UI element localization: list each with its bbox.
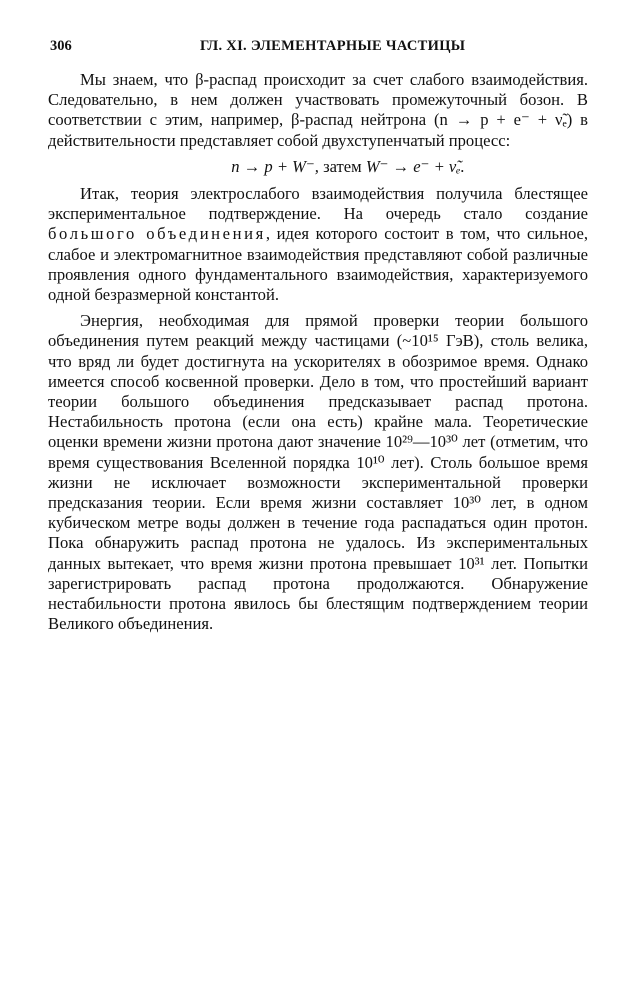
paragraph-electroweak — [48, 184, 588, 305]
equation-left: n → p + W⁻, — [231, 156, 319, 176]
equation-right: W⁻ → e⁻ + ν̃ₑ. — [365, 156, 465, 176]
body-text — [48, 70, 588, 634]
paragraph-electroweak-end: , идея которого состоит в том, что сильное, слабое и электромагнитное взаимодействия представляют собой различные проявления одного фундаментального взаимодействия, характеризуемого одной безразмерной константой. — [48, 224, 588, 305]
page-number: 306 — [50, 38, 72, 54]
running-head: ГЛ. XI. ЭЛЕМЕНТАРНЫЕ ЧАСТИЦЫ — [200, 38, 466, 54]
paragraph-electroweak-start: Итак, теория электрослабого взаимодействия получила блестящее экспериментальное подтверждение. На очередь стало создание — [48, 184, 588, 224]
paragraph-beta-decay: Мы знаем, что β-распад происходит за счет слабого взаимодействия. Следовательно, в нем должен участвовать промежуточный бозон. В соответствии с этим, например, β-распад нейтрона (n → p + e⁻ + ν̃ₑ) в действительности представляет собой двухступенчатый процесс: — [48, 70, 588, 150]
emphasized-term: большого объединения — [48, 224, 266, 244]
equation-word: затем — [323, 156, 362, 176]
paragraph-proton-decay: Энергия, необходимая для прямой проверки теории большого объединения путем реакций между частицами (~10¹⁵ ГэВ), столь велика, что вряд ли будет достигнута на ускорителях в обозримое время. Однако имеется способ косвенной проверки. Дело в том, что простейший вариант теории большого объединения предсказывает распад протона. Нестабильность протона (если она есть) крайне мала. Теоретические оценки времени жизни протона дают значение 10²⁹—10³⁰ лет (отметим, что время существования Вселенной порядка 10¹⁰ лет). Столь большое время жизни не исключает возможности экспериментальной проверки предсказания теории. Если время жизни составляет 10³⁰ лет, в одном кубическом метре воды должен в течение года распадаться один протон. Пока обнаружить распад протона не удалось. Из экспериментальных данных вытекает, что время жизни протона превышает 10³¹ лет. Попытки зарегистрировать распад протона продолжаются. Обнаружение нестабильности протона явилось бы блестящим подтверждением теории Великого объединения. — [48, 311, 588, 634]
decay-equation — [108, 157, 588, 177]
